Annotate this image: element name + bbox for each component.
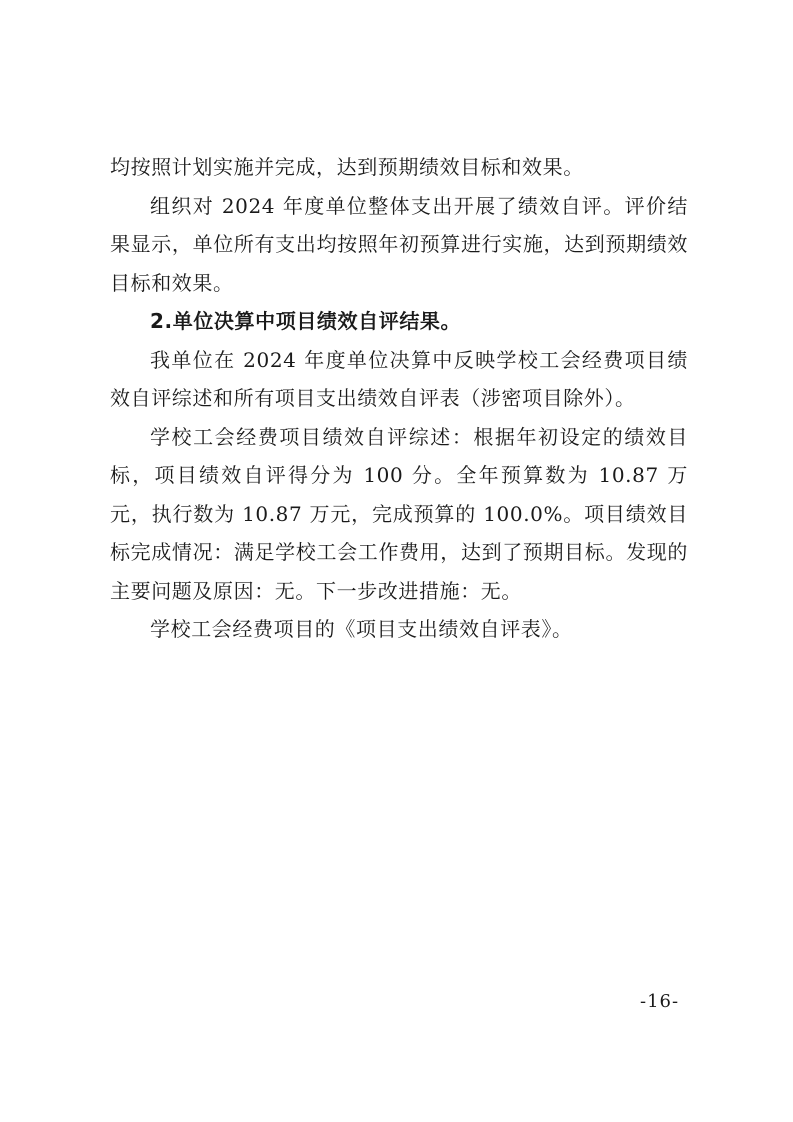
- paragraph-continuation: 均按照计划实施并完成，达到预期绩效目标和效果。: [110, 155, 584, 179]
- body-text: [110, 148, 688, 649]
- paragraph-self-evaluation-table-ref: 学校工会经费项目的《项目支出绩效自评表》。: [150, 617, 573, 641]
- page-number: -16-: [640, 991, 680, 1012]
- section-heading: 2.单位决算中项目绩效自评结果。: [150, 309, 462, 333]
- paragraph-project-overview: 我单位在 2024 年度单位决算中反映学校工会经费项目绩效自评综述和所有项目支出绩效自评表（涉密项目除外）。: [110, 347, 688, 410]
- paragraph-overall-self-evaluation: 组织对 2024 年度单位整体支出开展了绩效自评。评价结果显示，单位所有支出均按照年初预算进行实施，达到预期绩效目标和效果。: [110, 193, 688, 295]
- paragraph-union-fund-summary: 学校工会经费项目绩效自评综述：根据年初设定的绩效目标，项目绩效自评得分为 100 分。全年预算数为 10.87 万元，执行数为 10.87 万元，完成预算的 100.0%。项目绩效目标完成情况：满足学校工会工作费用，达到了预期目标。发现的主要问题及原因：无。下一步改进措施：无。: [110, 424, 688, 603]
